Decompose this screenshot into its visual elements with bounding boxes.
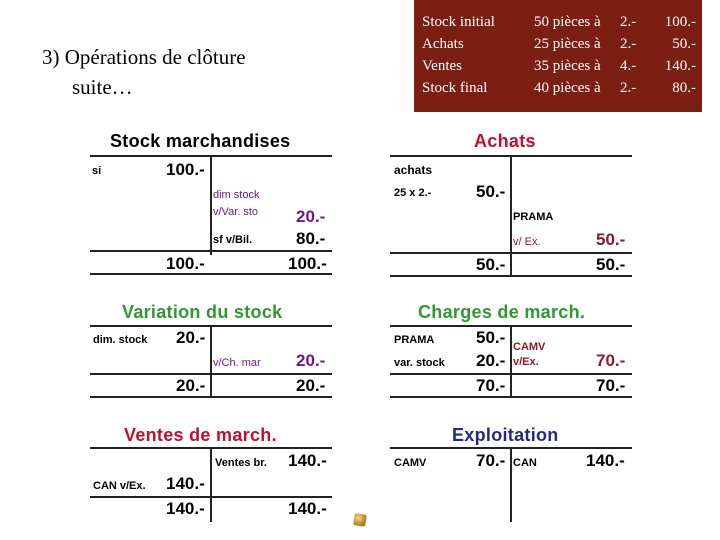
- can-vex-label: CAN v/Ex.: [93, 480, 146, 492]
- info-row: [414, 55, 702, 77]
- account-title: Variation du stock: [122, 302, 283, 322]
- exploitation-debit-value: 70.-: [476, 451, 506, 470]
- info-qty: 50 pièces à: [534, 14, 601, 30]
- t-account-divider: [210, 155, 212, 255]
- t-account-bottom-line: [90, 396, 332, 398]
- prama-value: 50.-: [476, 328, 506, 347]
- sf-value: 80.-: [296, 229, 326, 248]
- variation-credit-value: 20.-: [296, 351, 326, 370]
- stock-total-right: 100.-: [288, 254, 327, 273]
- info-qty: 40 pièces à: [534, 80, 601, 96]
- info-amount: 50.-: [672, 36, 696, 52]
- t-account-divider: [510, 325, 512, 397]
- title-line-1: 3) Opérations de clôture: [42, 45, 246, 69]
- stock-total-left: 100.-: [166, 254, 205, 273]
- info-price: 2.-: [620, 36, 637, 52]
- ventes-total-right: 140.-: [288, 499, 327, 518]
- info-amount: 140.-: [664, 58, 696, 74]
- camv-label: CAMV: [513, 341, 546, 353]
- dim-stock-label-2: v/Var. sto: [213, 206, 259, 218]
- si-value: 100.-: [166, 160, 205, 179]
- info-label: Stock initial: [422, 14, 495, 30]
- t-account-total-line: [90, 373, 332, 375]
- achats-total-left: 50.-: [476, 255, 506, 274]
- prama-label: PRAMA: [513, 211, 554, 223]
- t-account-divider: [210, 325, 212, 397]
- ventes-total-left: 140.-: [166, 499, 205, 518]
- info-price: 4.-: [620, 58, 637, 74]
- info-price: 2.-: [620, 80, 637, 96]
- account-title: Exploitation: [452, 425, 559, 445]
- prama-label: PRAMA: [394, 334, 435, 346]
- camv-label: CAMV: [394, 457, 427, 469]
- t-account-divider: [210, 447, 212, 522]
- t-account-total-line: [390, 373, 632, 375]
- vex-label: v/ Ex.: [513, 236, 541, 248]
- ventes-debit-value: 140.-: [166, 474, 205, 493]
- account-title: Achats: [474, 131, 536, 151]
- info-qty: 25 pièces à: [534, 36, 601, 52]
- t-account-divider: [510, 155, 512, 276]
- achats-calc-label: 25 x 2.-: [394, 187, 432, 199]
- account-title: Ventes de march.: [124, 425, 277, 445]
- info-label: Stock final: [422, 80, 488, 96]
- dim-stock-value: 20.-: [296, 207, 326, 226]
- account-title: Charges de march.: [418, 302, 586, 322]
- t-account-total-line: [90, 250, 332, 252]
- vex-label: v/Ex.: [513, 356, 539, 368]
- si-label: si: [92, 165, 102, 177]
- variation-total-right: 20.-: [296, 376, 326, 395]
- charges-total-left: 70.-: [476, 376, 506, 395]
- t-account-divider: [510, 447, 512, 522]
- info-amount: 100.-: [664, 14, 696, 30]
- bullet-icon: [353, 513, 367, 527]
- charges-credit-value: 70.-: [596, 351, 626, 370]
- exploitation-credit-value: 140.-: [586, 451, 625, 470]
- can-label: CAN: [513, 457, 537, 469]
- var-stock-value: 20.-: [476, 351, 506, 370]
- variation-debit-value: 20.-: [176, 328, 206, 347]
- title-line-2: suite…: [72, 75, 133, 99]
- info-row: [414, 11, 702, 33]
- info-row: [414, 33, 702, 55]
- t-account-bottom-line: [390, 275, 632, 277]
- vch-mar-label: v/Ch. mar: [213, 357, 261, 369]
- t-account-total-line: [390, 252, 632, 254]
- sf-label: sf v/Bil.: [213, 234, 253, 246]
- info-row: [414, 77, 702, 99]
- stock-info-box: [414, 0, 702, 112]
- charges-total-right: 70.-: [596, 376, 626, 395]
- slide-title: [42, 42, 246, 102]
- variation-total-left: 20.-: [176, 376, 206, 395]
- account-title: Stock marchandises: [110, 131, 291, 151]
- achats-credit-value: 50.-: [596, 230, 626, 249]
- info-price: 2.-: [620, 14, 637, 30]
- info-label: Achats: [422, 36, 464, 52]
- dim-stock-label: dim stock: [213, 189, 260, 201]
- dim-stock-label: dim. stock: [93, 334, 148, 346]
- t-account-bottom-line: [390, 396, 632, 398]
- info-amount: 80.-: [672, 80, 696, 96]
- achats-total-right: 50.-: [596, 255, 626, 274]
- achats-debit-value: 50.-: [476, 182, 506, 201]
- var-stock-label: var. stock: [394, 357, 445, 369]
- t-account-total-line: [90, 496, 332, 498]
- achats-label: achats: [394, 163, 433, 177]
- ventes-br-label: Ventes br.: [215, 457, 267, 469]
- info-qty: 35 pièces à: [534, 58, 601, 74]
- info-label: Ventes: [422, 58, 462, 74]
- ventes-credit-value: 140.-: [288, 451, 327, 470]
